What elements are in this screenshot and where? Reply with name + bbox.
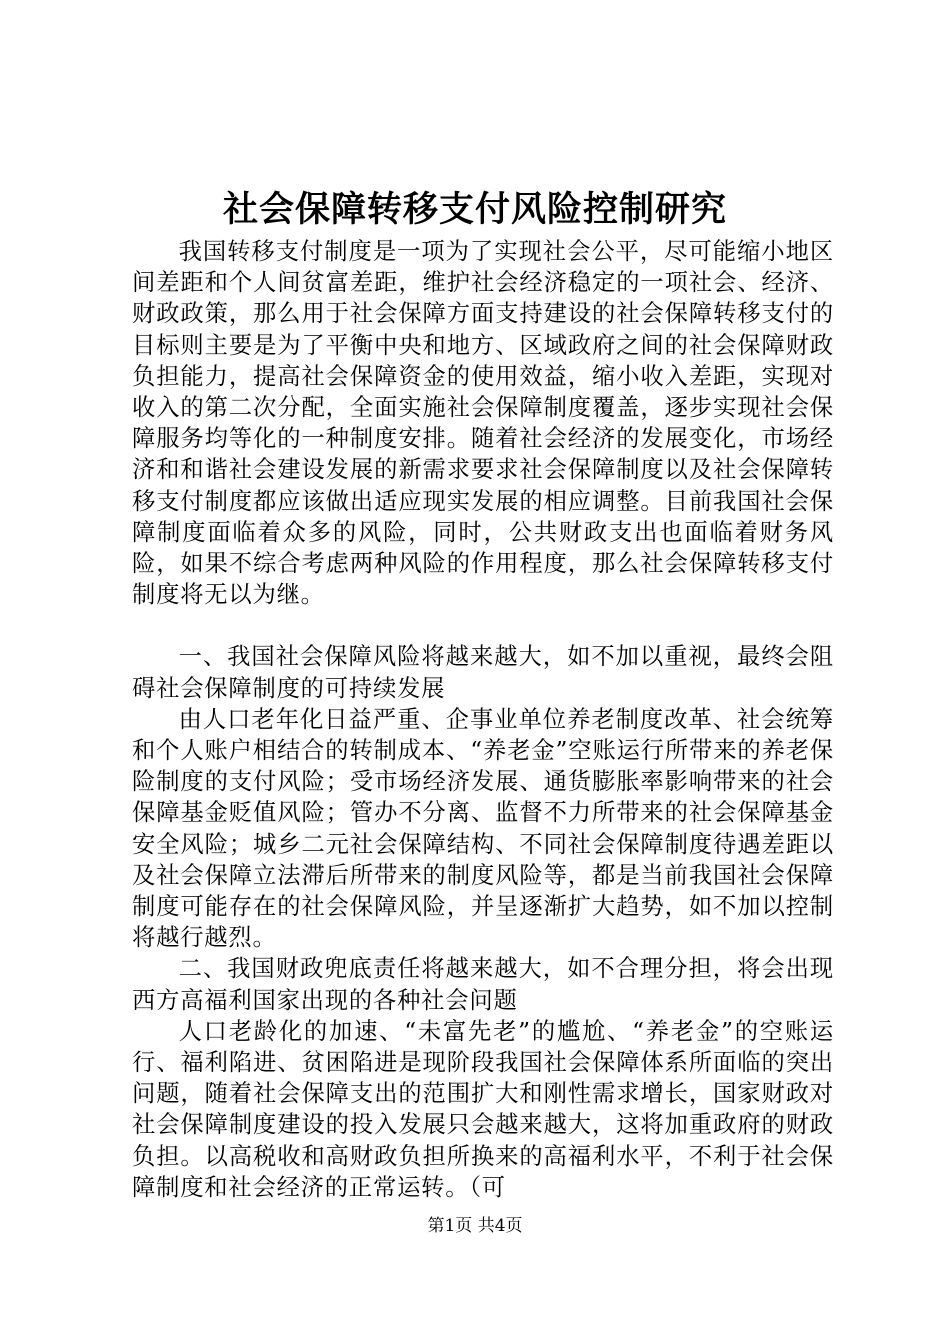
paragraph-intro: 我国转移支付制度是一项为了实现社会公平，尽可能缩小地区间差距和个人间贫富差距，维护社会经济稳定的一项社会、经济、财政政策，那么用于社会保障方面支持建设的社会保障转移支付的目标则主要是为了平衡中央和地方、区域政府之间的社会保障财政负担能力，提高社会保障资金的使用效益，缩小收入差距，实现对收入的第二次分配，全面实施社会保障制度覆盖，逐步实现社会保障服务均等化的一种制度安排。随着社会经济的发展变化，市场经济和和谐社会建设发展的新需求要求社会保障制度以及社会保障转移支付制度都应该做出适应现实发展的相应调整。目前我国社会保障制度面临着众多的风险，同时，公共财政支出也面临着财务风险，如果不综合考虑两种风险的作用程度，那么社会保障转移支付制度将无以为继。 (132, 238, 834, 609)
paragraph-section-2: 人口老龄化的加速、“未富先老”的尴尬、“养老金”的空账运行、福利陷进、贫困陷进是现阶段我国社会保障体系所面临的突出问题，随着社会保障支出的范围扩大和刚性需求增长，国家财政对社会保障制度建设的投入发展只会越来越大，这将加重政府的财政负担。以高税收和高财政负担所换来的高福利水平，不利于社会保障制度和社会经济的正常运转。（可 (132, 1017, 834, 1201)
paragraph-section-1: 由人口老年化日益严重、企事业单位养老制度改革、社会统筹和个人账户相结合的转制成本、“养老金”空账运行所带来的养老保险制度的支付风险；受市场经济发展、通货膨胀率影响带来的社会保障基金贬值风险；管办不分离、监督不力所带来的社会保障基金安全风险；城乡二元社会保障结构、不同社会保障制度待遇差距以及社会保障立法滞后所带来的制度风险等，都是当前我国社会保障制度可能存在的社会保障风险，并呈逐渐扩大趋势，如不加以控制将越行越烈。 (132, 705, 834, 952)
document-title: 社会保障转移支付风险控制研究 (222, 189, 727, 230)
page-footer: 第1页 共4页 (427, 1216, 523, 1236)
document-body (132, 236, 834, 1203)
section-heading-1: 一、我国社会保障风险将越来越大，如不加以重视，最终会阻碍社会保障制度的可持续发展 (132, 643, 834, 702)
section-heading-2: 二、我国财政兜底责任将越来越大，如不合理分担，将会出现西方高福利国家出现的各种社会问题 (132, 955, 834, 1014)
